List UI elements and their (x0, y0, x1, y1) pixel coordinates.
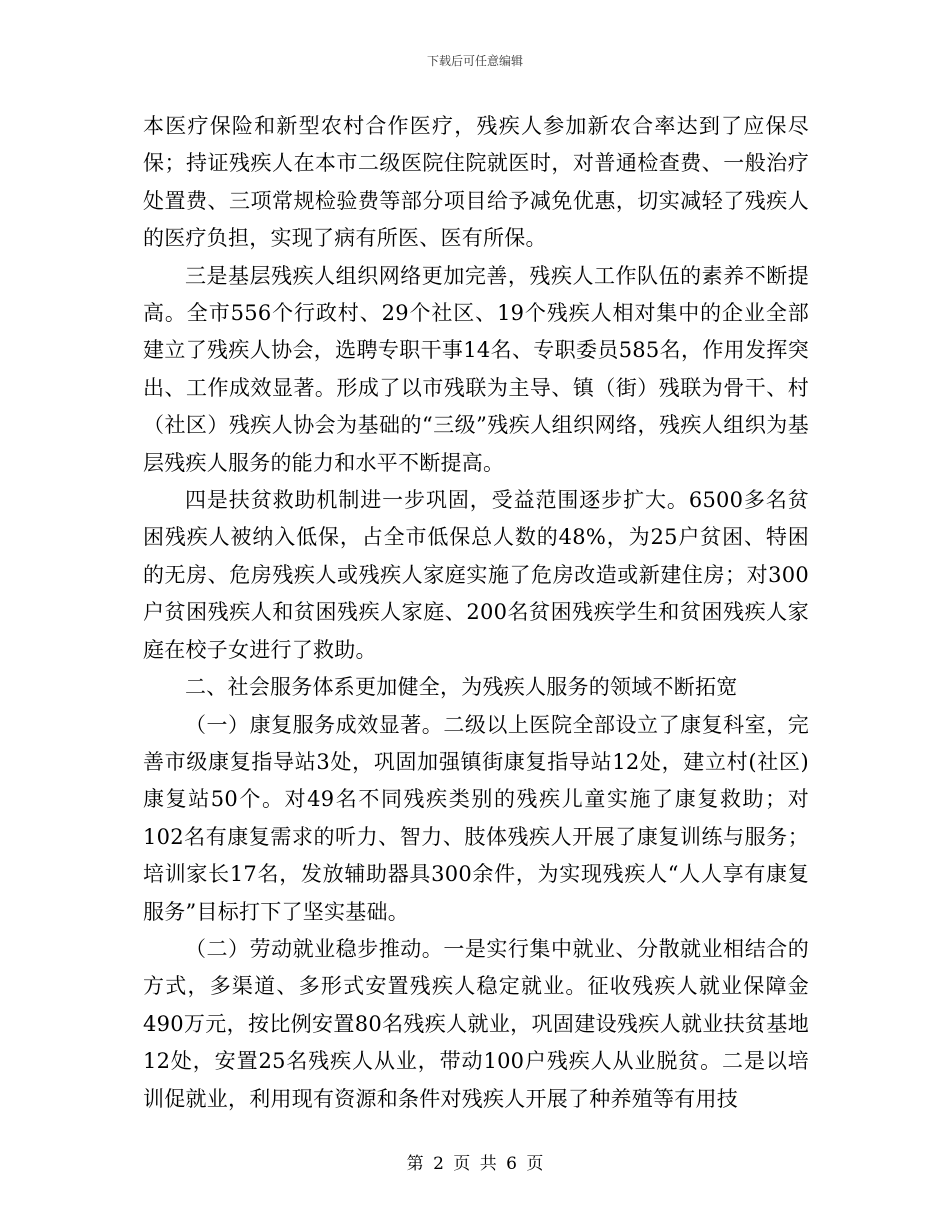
page-number-footer: 第 2 页 共 6 页 (406, 1154, 544, 1174)
page-header: 下载后可任意编辑 (426, 54, 523, 68)
paragraph-2: 三是基层残疾人组织网络更加完善，残疾人工作队伍的素养不断提高。全市556个行政村、29个社区、19个残疾人相对集中的企业全部建立了残疾人协会，选聘专职干事14名、专职委员585名，作用发挥突出、工作成效显著。形成了以市残联为主导、镇（街）残联为骨干、村（社区）残疾人协会为基础的“三级”残疾人组织网络，残疾人组织为基层残疾人服务的能力和水平不断提高。 (143, 263, 809, 475)
paragraph-5: （一）康复服务成效显著。二级以上医院全部设立了康复科室，完善市级康复指导站3处，巩固加强镇街康复指导站12处，建立村(社区)康复站50个。对49名不同残疾类别的残疾儿童实施了康复救助；对102名有康复需求的听力、智力、肢体残疾人开展了康复训练与服务；培训家长17名，发放辅助器具300余件，为实现残疾人“人人享有康复服务”目标打下了坚实基础。 (143, 712, 809, 924)
section-heading: 二、社会服务体系更加健全，为残疾人服务的领域不断拓宽 (185, 675, 738, 700)
paragraph-6: （二）劳动就业稳步推动。一是实行集中就业、分散就业相结合的方式，多渠道、多形式安置残疾人稳定就业。征收残疾人就业保障金490万元，按比例安置80名残疾人就业，巩固建设残疾人就业扶贫基地12处，安置25名残疾人从业，带动100户残疾人从业脱贫。二是以培训促就业，利用现有资源和条件对残疾人开展了种养殖等有用技 (143, 936, 809, 1111)
paragraph-1: 本医疗保险和新型农村合作医疗，残疾人参加新农合率达到了应保尽保；持证残疾人在本市二级医院住院就医时，对普通检查费、一般治疗处置费、三项常规检验费等部分项目给予减免优惠，切实减轻了残疾人的医疗负担，实现了病有所医、医有所保。 (143, 114, 809, 251)
document-body (143, 108, 809, 1118)
paragraph-3: 四是扶贫救助机制进一步巩固，受益范围逐步扩大。6500多名贫困残疾人被纳入低保，占全市低保总人数的48%，为25户贫困、特困的无房、危房残疾人或残疾人家庭实施了危房改造或新建住房；对300户贫困残疾人和贫困残疾人家庭、200名贫困残疾学生和贫困残疾人家庭在校子女进行了救助。 (143, 488, 809, 662)
